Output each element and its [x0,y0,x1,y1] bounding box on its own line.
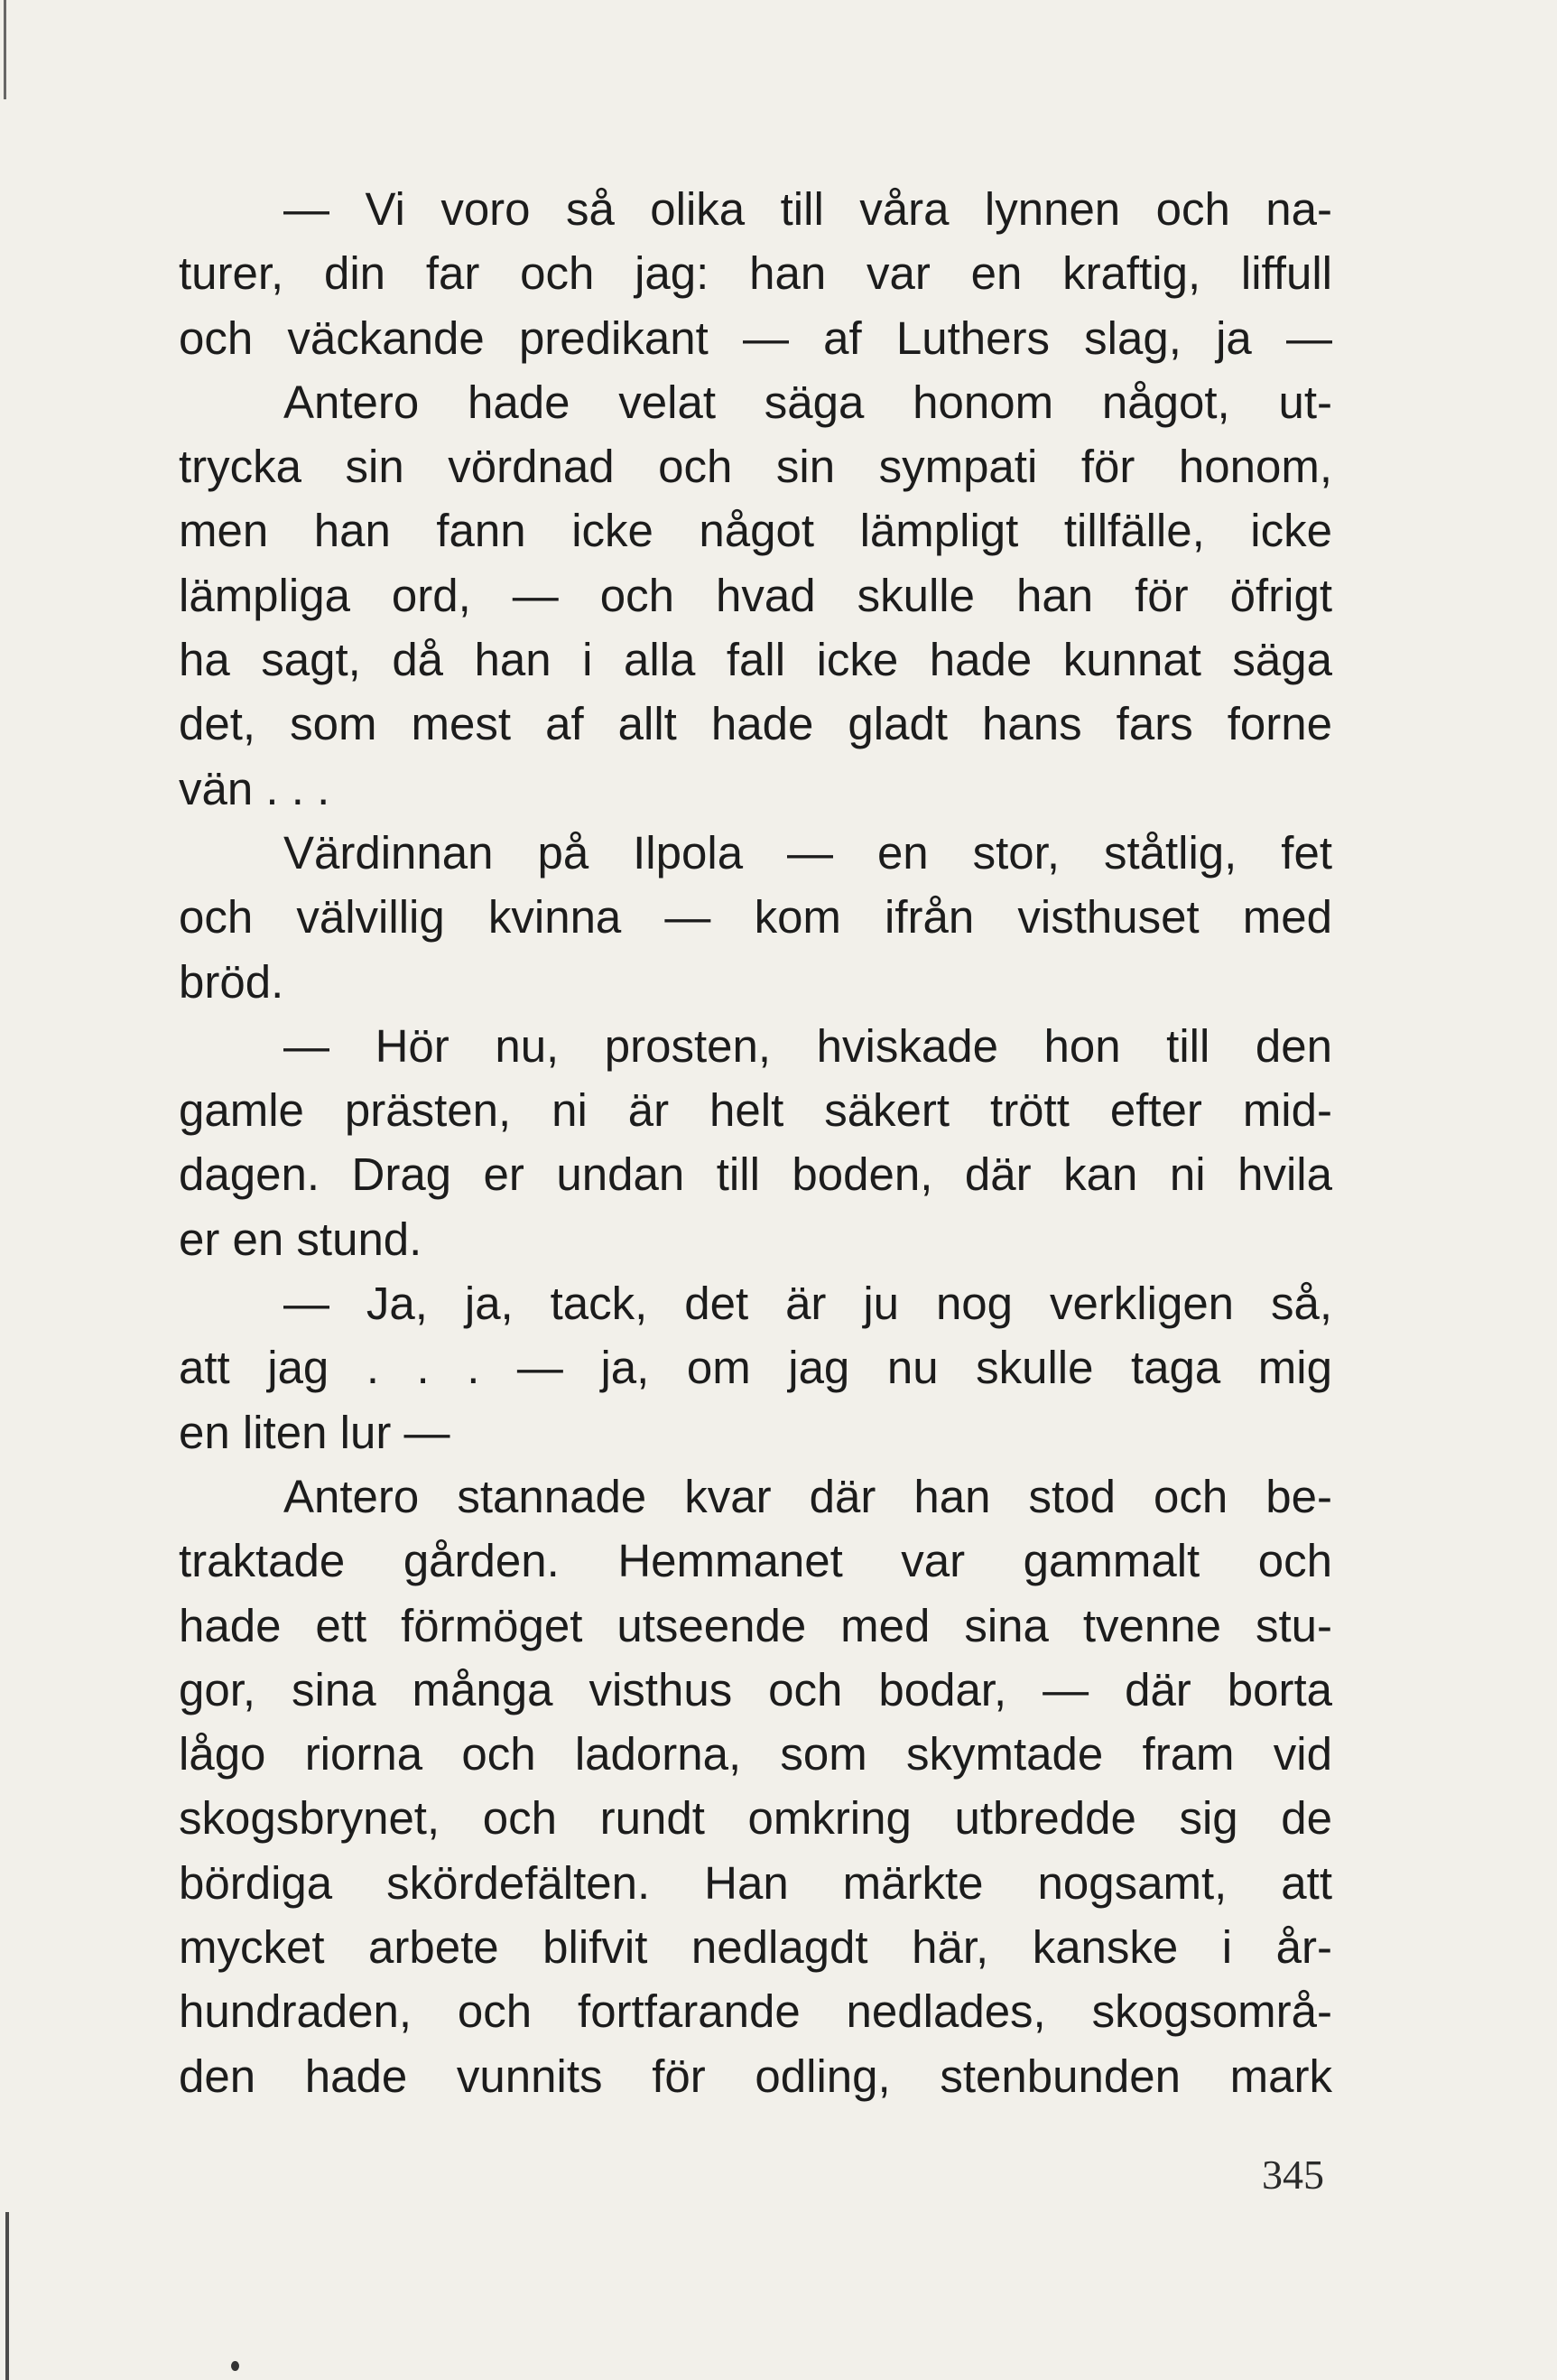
text-line: en liten lur — [179,1406,450,1458]
text-line: er en stund. [179,1213,422,1265]
ink-speck [231,2361,239,2371]
text-line: Antero stannade kvar där han stod och be- [283,1470,1332,1522]
text-line: hundraden, och fortfarande nedlades, skogsområ- [179,1985,1332,2038]
text-line: — Hör nu, prosten, hviskade hon till den [283,1019,1332,1072]
text-line: men han fann icke något lämpligt tillfälle, icke [179,505,1332,557]
text-line: mycket arbete blifvit nedlagdt här, kanske i år- [179,1921,1332,1974]
text-line: gamle prästen, ni är helt säkert trött efter mid- [179,1084,1332,1137]
text-line: det, som mest af allt hade gladt hans fars forne [179,698,1332,750]
text-line: Antero hade velat säga honom något, ut- [283,376,1332,428]
text-line: turer, din far och jag: han var en kraftig, liffull [179,247,1332,300]
text-line: vän . . . [179,762,330,814]
text-line: lågo riorna och ladorna, som skymtade fram vid [179,1728,1332,1780]
text-line: Värdinnan på Ilpola — en stor, ståtlig, fet [283,826,1332,879]
page-edge-shadow-bottom [5,2212,9,2380]
page-number: 345 [1262,2152,1324,2198]
text-line: hade ett förmöget utseende med sina tvenne stu- [179,1599,1332,1651]
text-line: bördiga skördefälten. Han märkte nogsamt, att [179,1856,1332,1909]
text-line: och väckande predikant — af Luthers slag, ja — [179,311,1332,364]
body-text [179,177,1332,2108]
text-line: skogsbrynet, och rundt omkring utbredde sig de [179,1792,1332,1845]
text-line: trycka sin vördnad och sin sympati för honom, [179,441,1332,493]
text-line: att jag . . . — ja, om jag nu skulle taga mig [179,1342,1332,1394]
text-line: — Ja, ja, tack, det är ju nog verkligen så, [283,1278,1332,1330]
text-line: den hade vunnits för odling, stenbunden mark [179,2050,1332,2102]
text-line: och välvillig kvinna — kom ifrån visthuset med [179,891,1332,944]
text-line: ha sagt, då han i alla fall icke hade kunnat säga [179,634,1332,686]
text-line: lämpliga ord, — och hvad skulle han för öfrigt [179,569,1332,621]
text-line: bröd. [179,955,284,1008]
text-line: dagen. Drag er undan till boden, där kan ni hvila [179,1148,1332,1201]
text-line: — Vi voro så olika till våra lynnen och na- [283,183,1332,235]
page-edge-shadow-top [4,0,6,99]
text-line: traktade gården. Hemmanet var gammalt och [179,1535,1332,1587]
text-line: gor, sina många visthus och bodar, — där borta [179,1663,1332,1715]
